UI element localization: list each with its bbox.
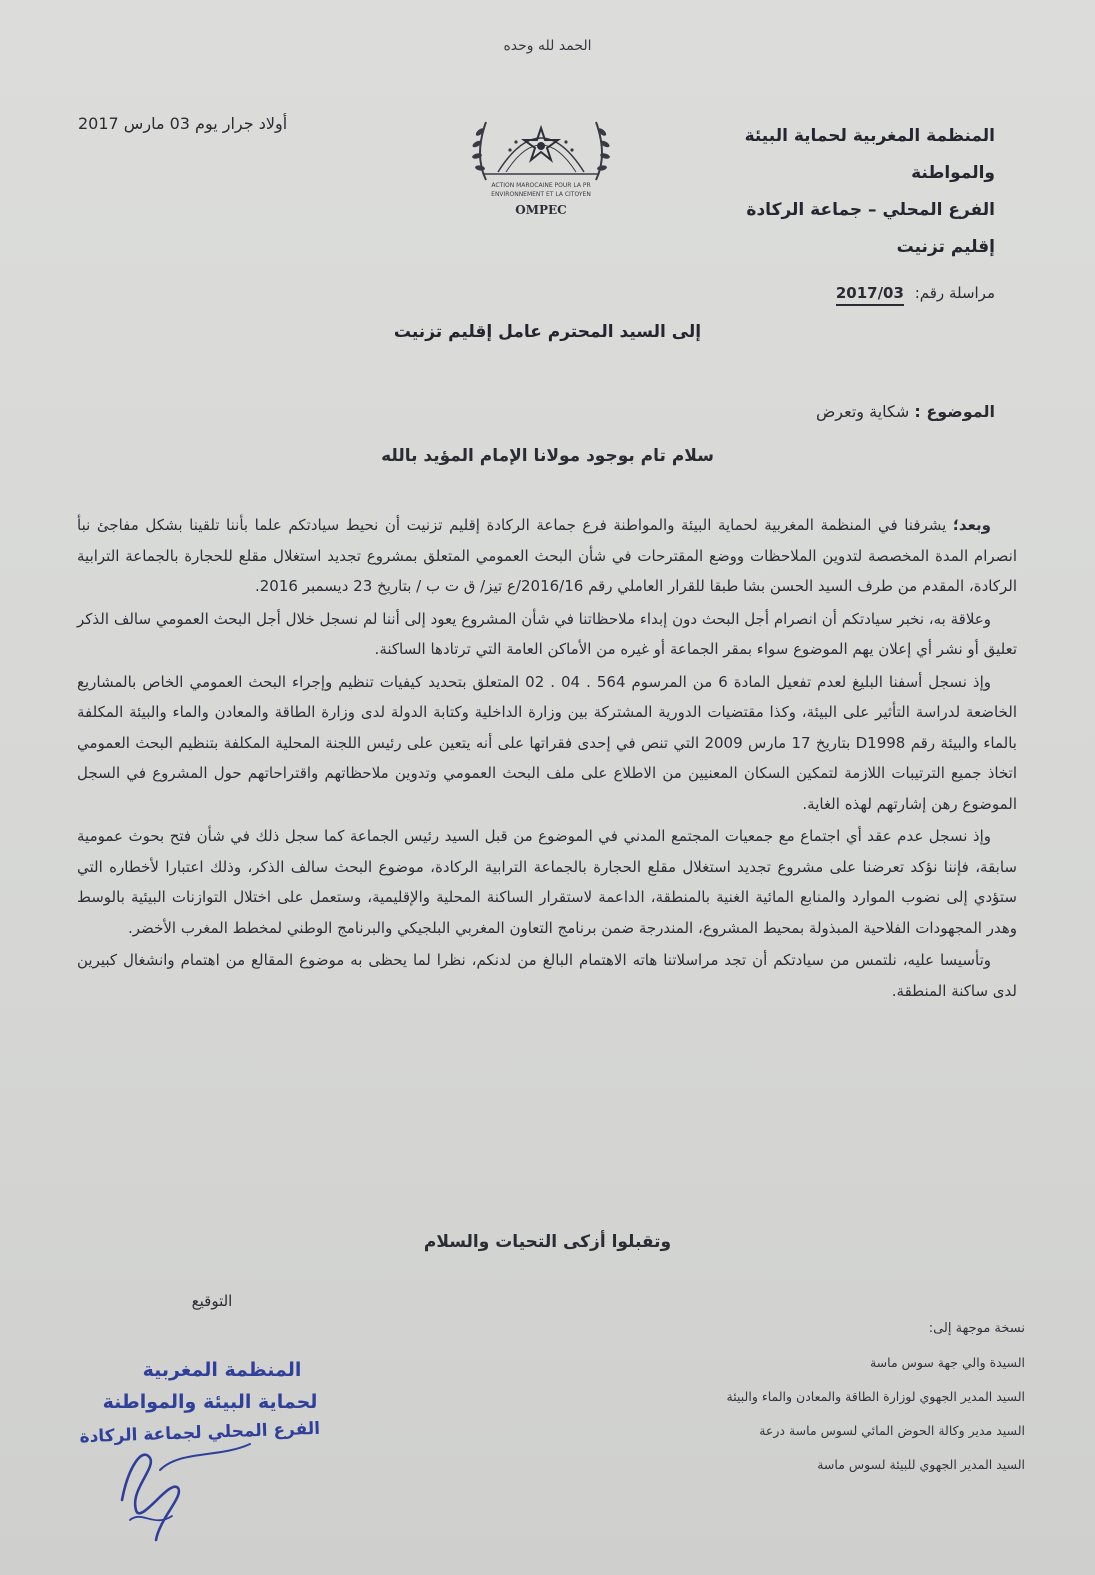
ompec-logo-icon	[466, 110, 616, 228]
stamp-line-3: الفرع المحلي لجماعة الركادة	[79, 1418, 321, 1448]
body-paragraph-1	[77, 510, 1017, 602]
copy-recipient: السيدة والي جهة سوس ماسة	[869, 1355, 1025, 1370]
copies-list	[685, 1312, 1025, 1482]
recipient: إلى السيد المحترم عامل إقليم تزنيت	[393, 322, 702, 342]
copies-heading: نسخة موجهة إلى:	[928, 1321, 1025, 1336]
subject-line	[816, 402, 995, 421]
invocation: الحمد لله وحده	[503, 38, 592, 54]
org-province: إقليم تزنيت	[896, 237, 995, 257]
copy-recipient: السيد المدير الجهوي لوزارة الطاقة والمعادن والماء والبيئة	[726, 1389, 1025, 1404]
stamp-line-1: المنظمة المغربية	[142, 1359, 302, 1381]
body-paragraph-3: وإذ نسجل أسفنا البليغ لعدم تفعيل المادة 6 من المرسوم 564 . 04 . 02 المتعلق بتحديد كيفيات تنظيم وإجراء البحث العمومي الخاص بالمشاريع الخاضعة لدراسة التأثير على البيئة، وكذا مقتضيات الدورية المشتركة بين وزارة الداخلية وكتابة الدولة لدى وزارة الطاقة والمعادن والماء والبيئة المكلفة بالماء والبيئة رقم D1998 بتاريخ 17 مارس 2009 التي تنص في إحدى فقراتها على أنه يتعين على رئيس اللجنة المحلية المكلفة بتنظيم البحث العمومي اتخاذ جميع الترتيبات اللازمة لتمكين السكان المعنيين من الاطلاع على ملف البحث العمومي وتدوين ملاحظاتهم واقتراحاتهم حول المشروع في السجل الموضوع رهن إشارتهم لهذه الغاية.	[77, 672, 1017, 813]
letter-date: أولاد جرار يوم 03 مارس 2017	[78, 114, 288, 133]
logo-acronym: OMPEC	[515, 203, 567, 217]
body-lead: وبعد؛	[952, 516, 991, 534]
body-paragraph-1-text: يشرفنا في المنظمة المغربية لحماية البيئة والمواطنة فرع جماعة الركادة إقليم تزنيت أن نحيط سيادتكم علما بأننا تلقينا بشكل مفاجئ نبأ انصرام المدة المخصصة لتدوين الملاحظات ووضع المقترحات في شأن البحث العمومي المتعلق بمشروع تجديد استغلال مقلع للحجارة بالجماعة الترابية الركادة، المقدم من طرف السيد الحسن بشا طبقا للقرار العاملي رقم 2016/16/ع تيز/ ق ت ب / بتاريخ 23 ديسمبر 2016.	[77, 516, 1017, 595]
reference-label: مراسلة رقم:	[914, 284, 995, 302]
logo-caption-1: ACTION MAROCAINE POUR LA PR	[491, 182, 591, 189]
body-paragraph-2: وعلاقة به، نخبر سيادتكم أن انصرام أجل البحث دون إبداء ملاحظاتنا في شأن المشروع يعود إلى أننا لم نسجل خلال أجل البحث العمومي سالف الذكر تعليق أو نشر أي إعلان يهم الموضوع سواء بمقر الجماعة أو غيره من الأماكن العامة التي ترتادها الساكنة.	[77, 609, 1017, 658]
copy-recipient: السيد المدير الجهوي للبيئة لسوس ماسة	[817, 1457, 1025, 1472]
reference-number: 2017/03	[836, 284, 904, 306]
logo-graphic	[466, 110, 616, 228]
official-stamp	[60, 1350, 340, 1550]
body-paragraph-5: وتأسيسا عليه، نلتمس من سيادتكم أن تجد مراسلاتنا هاته الاهتمام البالغ من لدنكم، نظرا لما يحظى به موضوع المقالع من اهتمام وانشغال كبيرين لدى ساكنة المنطقة.	[77, 951, 1017, 1000]
body-paragraph-4: وإذ نسجل عدم عقد أي اجتماع مع جمعيات المجتمع المدني في الموضوع من قبل السيد رئيس الجماعة كما سجل ذلك في شأن فتح بحوث عمومية سابقة، فإننا نؤكد تعرضنا على مشروع تجديد استغلال مقلع الحجارة بالجماعة الترابية الركادة، موضوع البحث سالف الذكر، وذلك اعتبارا لأخطاره التي ستؤدي إلى نضوب الموارد والمنابع المائية الغنية بالمنطقة، الداعمة لاستقرار الساكنة المحلية والإقليمية، وستعمل على اختلال التوازنات البيئية بالوسط وهدر المجهودات الفلاحية المبذولة بمحيط المشروع، المندرجة ضمن برنامج التعاون المغربي البلجيكي والبرنامج الوطني لمخطط المغرب الأخضر.	[77, 827, 1017, 937]
closing-greeting: وتقبلوا أزكى التحيات والسلام	[423, 1232, 672, 1252]
subject-label: الموضوع :	[914, 402, 995, 421]
stamp-graphic	[60, 1350, 340, 1550]
copy-recipient: السيد مدير وكالة الحوض المائي لسوس ماسة درعة	[759, 1423, 1025, 1438]
signature-label: التوقيع	[191, 1292, 233, 1310]
stamp-line-2: لحماية البيئة والمواطنة	[102, 1391, 318, 1413]
subject-text: شكاية وتعرض	[815, 402, 910, 421]
reference-line	[836, 284, 995, 302]
org-branch: الفرع المحلي – جماعة الركادة	[746, 200, 995, 220]
signature-scribble	[122, 1455, 179, 1540]
letter-body	[77, 510, 1017, 1008]
logo-caption-2: ENVIRONNEMENT ET LA CITOYEN	[491, 191, 591, 198]
salutation: سلام تام بوجود مولانا الإمام المؤيد بالله	[381, 446, 714, 466]
org-name: المنظمة المغربية لحماية البيئة والمواطنة	[744, 126, 995, 183]
organization-header	[675, 118, 995, 266]
